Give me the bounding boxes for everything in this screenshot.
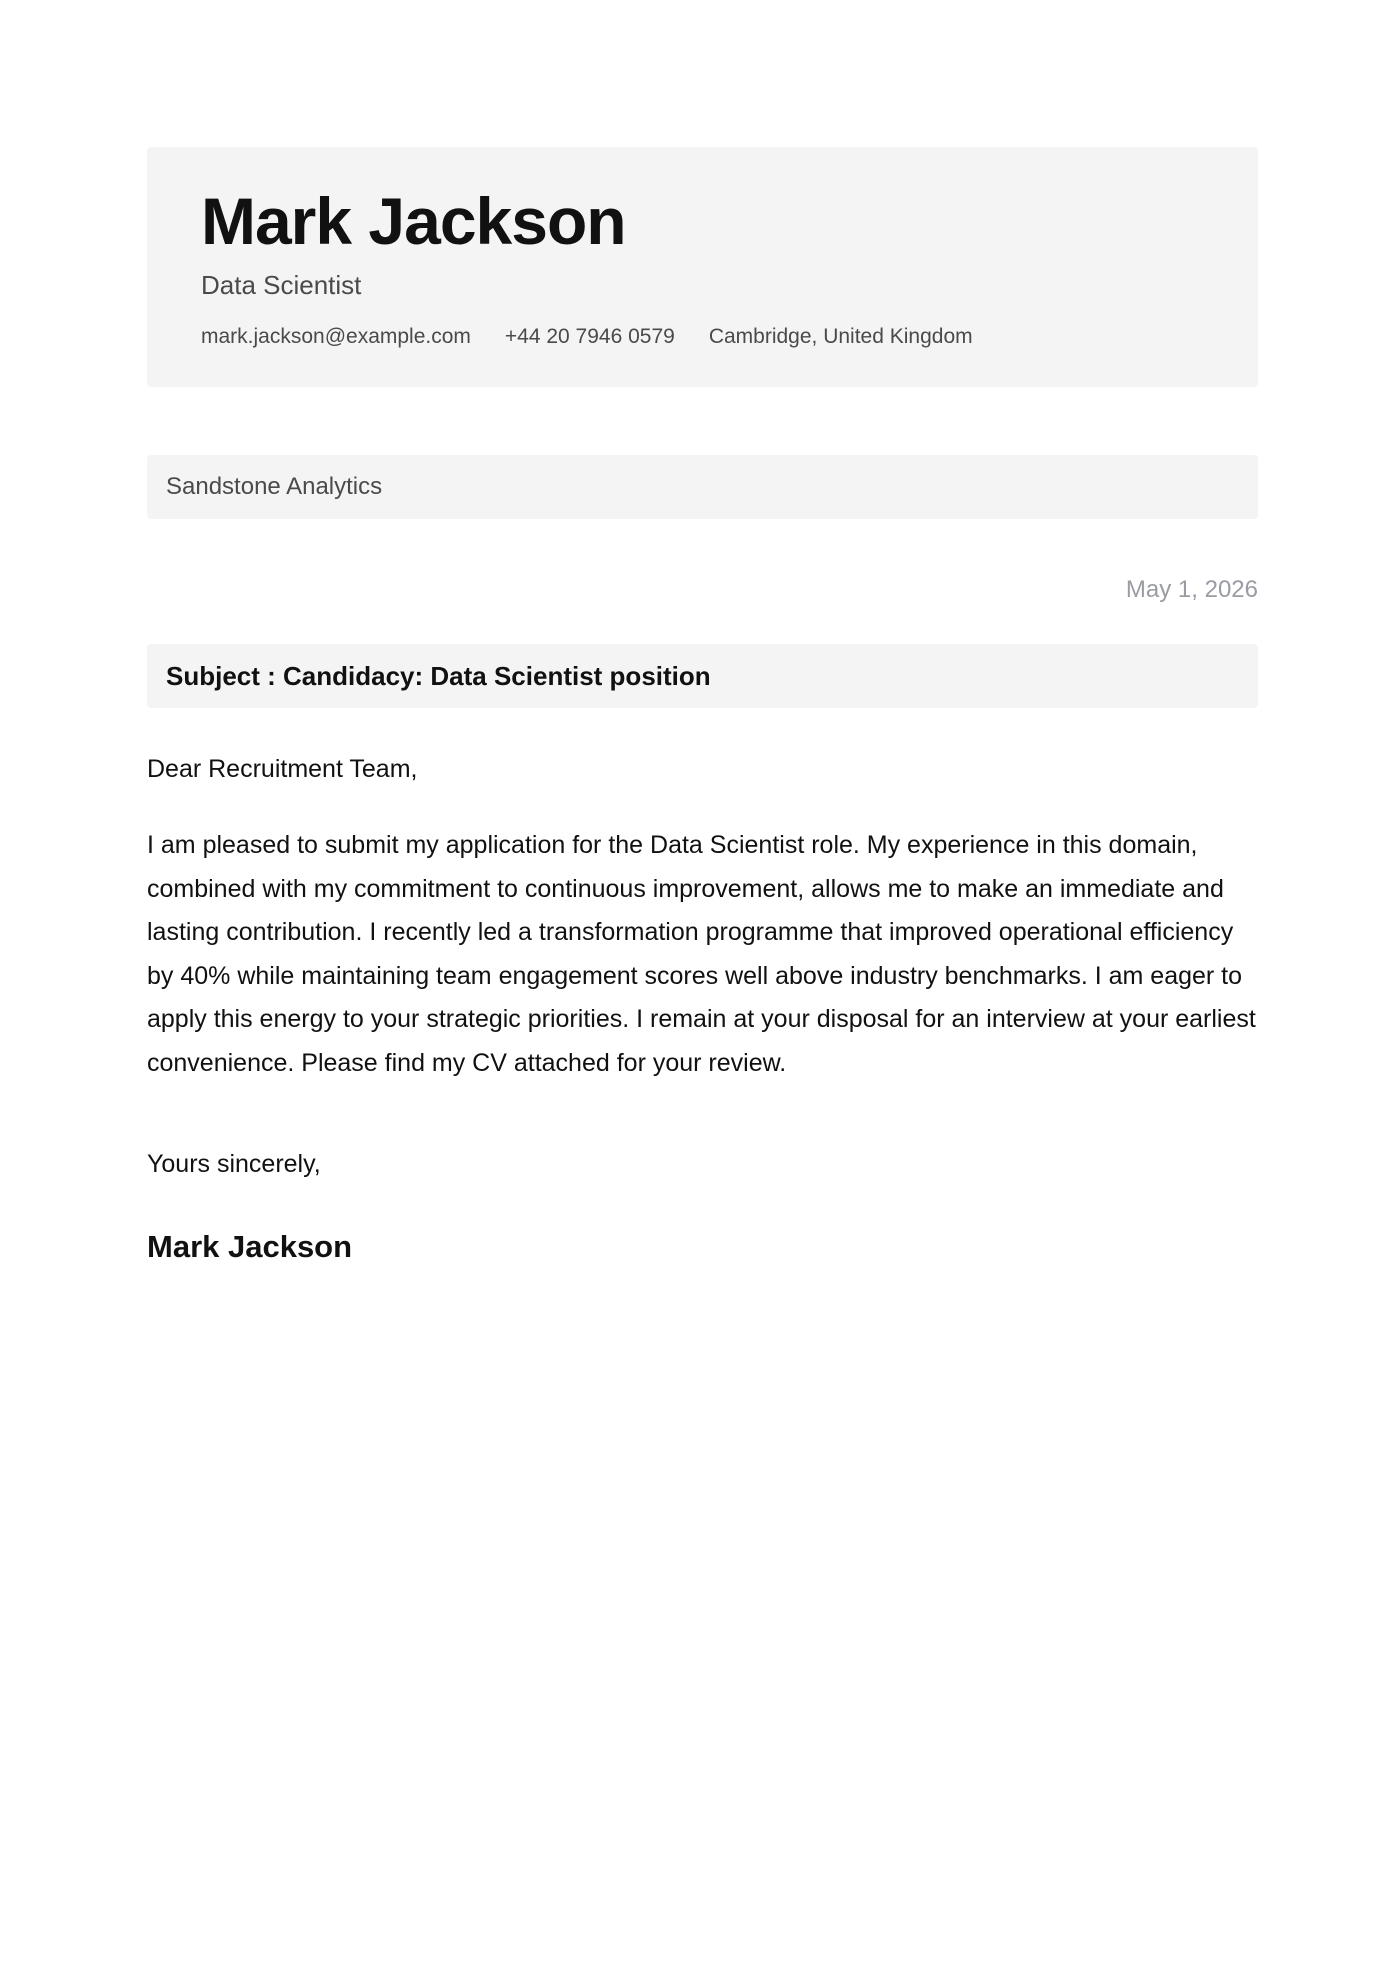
signature: Mark Jackson <box>147 1229 353 1264</box>
contact-location: Cambridge, United Kingdom <box>708 325 973 348</box>
applicant-name: Mark Jackson <box>201 184 626 258</box>
letter-subject: Subject : Candidacy: Data Scientist position <box>147 644 1258 708</box>
header-card <box>147 147 1258 387</box>
salutation: Dear Recruitment Team, <box>147 755 418 783</box>
letter-body: I am pleased to submit my application for the Data Scientist role. My experience in this domain, combined with my commitment to continuous improvement, allows me to make an immediate and lasting contribution. I recently led a transformation programme that improved operational efficiency by 40% while maintaining team engagement scores well above industry benchmarks. I am eager to apply this energy to your strategic priorities. I remain at your disposal for an interview at your earliest convenience. Please find my CV attached for your review. <box>147 831 1256 1077</box>
cover-letter <box>147 147 1258 1265</box>
applicant-job-title: Data Scientist <box>201 270 362 300</box>
contact-phone: +44 20 7946 0579 <box>504 325 675 348</box>
closing: Yours sincerely, <box>147 1150 321 1178</box>
recipient-company: Sandstone Analytics <box>147 455 1258 519</box>
contact-row <box>201 323 1204 351</box>
letter-date: May 1, 2026 <box>1125 576 1258 603</box>
contact-email: mark.jackson@example.com <box>201 325 471 348</box>
